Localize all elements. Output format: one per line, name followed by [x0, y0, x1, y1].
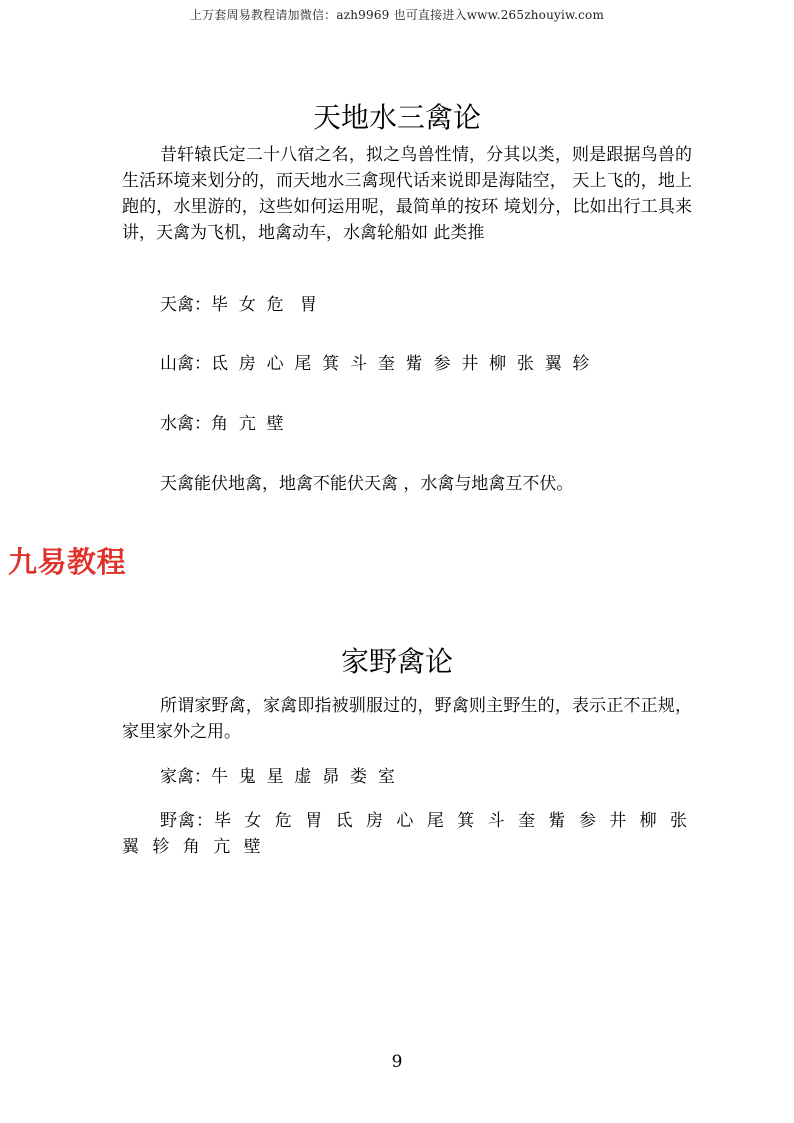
section-title-three-birds: 天地水三禽论: [312, 101, 481, 134]
wild-birds-line: 野禽：毕 女 危 胃 氐 房 心 尾 箕 斗 奎 觜 参 井 柳 张 翼 轸 角 亢 壁: [122, 811, 689, 857]
brand-watermark: 九易教程: [8, 545, 127, 579]
mountain-birds-line: 山禽：氐 房 心 尾 箕 斗 奎 觜 参 井 柳 张 翼 轸: [160, 354, 590, 374]
subdue-rule-line: 天禽能伏地禽，地禽不能伏天禽 ，水禽与地禽互不伏。: [160, 474, 574, 494]
intro-paragraph: 昔轩辕氏定二十八宿之名，拟之鸟兽性情，分其以类，则是跟据鸟兽的生活环境来划分的，而天地水三禽现代话来说即是海陆空， 天上飞的，地上跑的，水里游的，这些如何运用呢，最简单的按环 境划分，比如出行工具来讲，天禽为飞机，地禽动车，水禽轮船如 此类推: [122, 145, 692, 243]
domestic-birds-line: 家禽：牛 鬼 星 虚 昴 娄 室: [160, 767, 395, 787]
page-number: 9: [391, 1052, 403, 1072]
section-title-domestic-wild: 家野禽论: [340, 645, 453, 678]
domestic-wild-paragraph: 所谓家野禽，家禽即指被驯服过的，野禽则主野生的，表示正不正规，家里家外之用。: [122, 696, 692, 742]
header-notice: 上万套周易教程请加微信：azh9969 也可直接进入www.265zhouyiw.com: [189, 8, 605, 22]
sky-birds-line: 天禽：毕 女 危 胃: [160, 295, 317, 315]
water-birds-line: 水禽：角 亢 壁: [160, 414, 284, 434]
